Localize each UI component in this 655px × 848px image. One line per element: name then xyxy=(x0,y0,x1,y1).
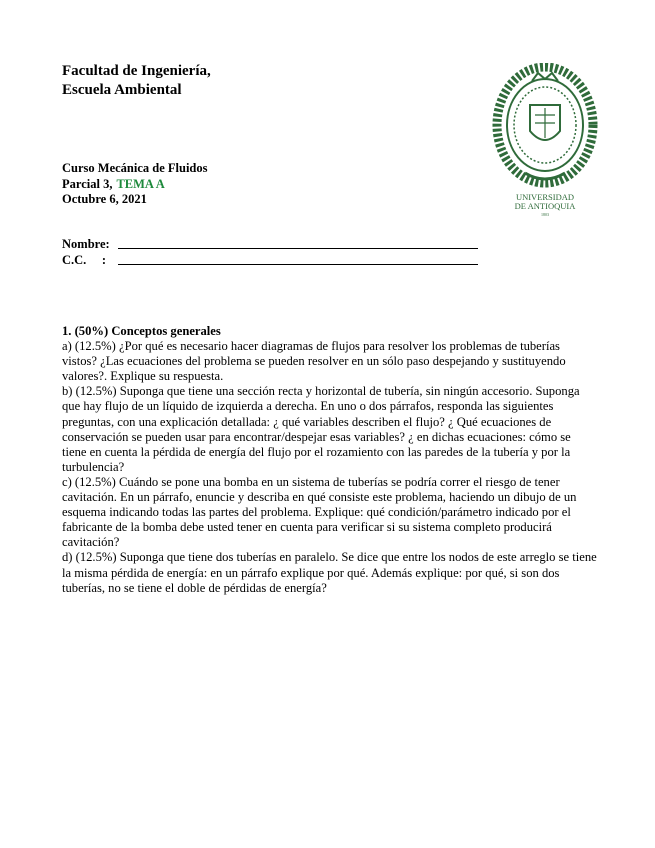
question-1-title: 1. (50%) Conceptos generales xyxy=(62,324,221,338)
cc-field-row xyxy=(62,252,478,268)
university-seal-logo xyxy=(490,63,600,218)
cc-field[interactable] xyxy=(118,252,478,265)
parcial-label: Parcial 3, xyxy=(62,176,113,191)
tema-label: TEMA A xyxy=(116,176,165,191)
faculty-heading xyxy=(62,62,211,100)
question-1b: b) (12.5%) Suponga que tiene una sección recta y horizontal de tubería, sin ningún accesorio. Suponga que hay flujo de un líquido de izquierda a derecha. En uno o dos párrafos, responda las siguientes preguntas, con una explicación detallada: ¿ qué variables describen el flujo? ¿ Qué ecuaciones de conservación se pueden usar para encontrar/despejar esas variables? ¿ en dichas ecuaciones: cómo se tiene en cuenta la pérdida de energía del flujo por el rozamiento con las paredes de la tubería y por la turbulencia? xyxy=(62,384,580,474)
faculty-name: Facultad de Ingeniería, xyxy=(62,63,211,79)
university-year: 1803 xyxy=(541,212,549,217)
course-name: Curso Mecánica de Fluidos xyxy=(62,161,208,175)
question-1a: a) (12.5%) ¿Por qué es necesario hacer diagramas de flujos para resolver los problemas de tuberías vistos? ¿Las ecuaciones del problema se pueden resolver en un sólo paso despejando y sustituyendo valores?. Explique su respuesta. xyxy=(62,339,566,384)
parcial-line xyxy=(62,177,207,193)
name-field[interactable] xyxy=(118,236,478,249)
name-field-row xyxy=(62,236,478,252)
school-name: Escuela Ambiental xyxy=(62,82,182,98)
student-fields xyxy=(62,236,478,268)
university-line2: DE ANTIOQUIA xyxy=(514,201,576,211)
seal-bottom-ornament xyxy=(525,173,565,179)
question-1 xyxy=(62,324,597,596)
exam-date: Octubre 6, 2021 xyxy=(62,192,147,206)
course-info xyxy=(62,161,207,208)
university-line1: UNIVERSIDAD xyxy=(515,192,575,202)
cc-label: C.C. : xyxy=(62,253,107,267)
seal-detail xyxy=(535,108,555,138)
name-label: Nombre: xyxy=(62,237,110,251)
question-1c: c) (12.5%) Cuándo se pone una bomba en un sistema de tuberías se podría correr el riesgo de tener cavitación. En un párrafo, enuncie y describa en qué consiste este problema, haciendo un dibujo de un esquema indicando todas las partes del problema. Explique: qué condición/parámetro indicado por el fabricante de la bomba debe usted tener en cuenta para verificar si su sistema completo producirá cavitación? xyxy=(62,474,577,550)
question-1d: d) (12.5%) Suponga que tiene dos tuberías en paralelo. Se dice que entre los nodos de este arreglo se tiene la misma pérdida de energía: en un párrafo explique por qué. Además explique: por qué, si son dos tuberías, no se tiene el doble de pérdidas de energía? xyxy=(62,550,597,595)
